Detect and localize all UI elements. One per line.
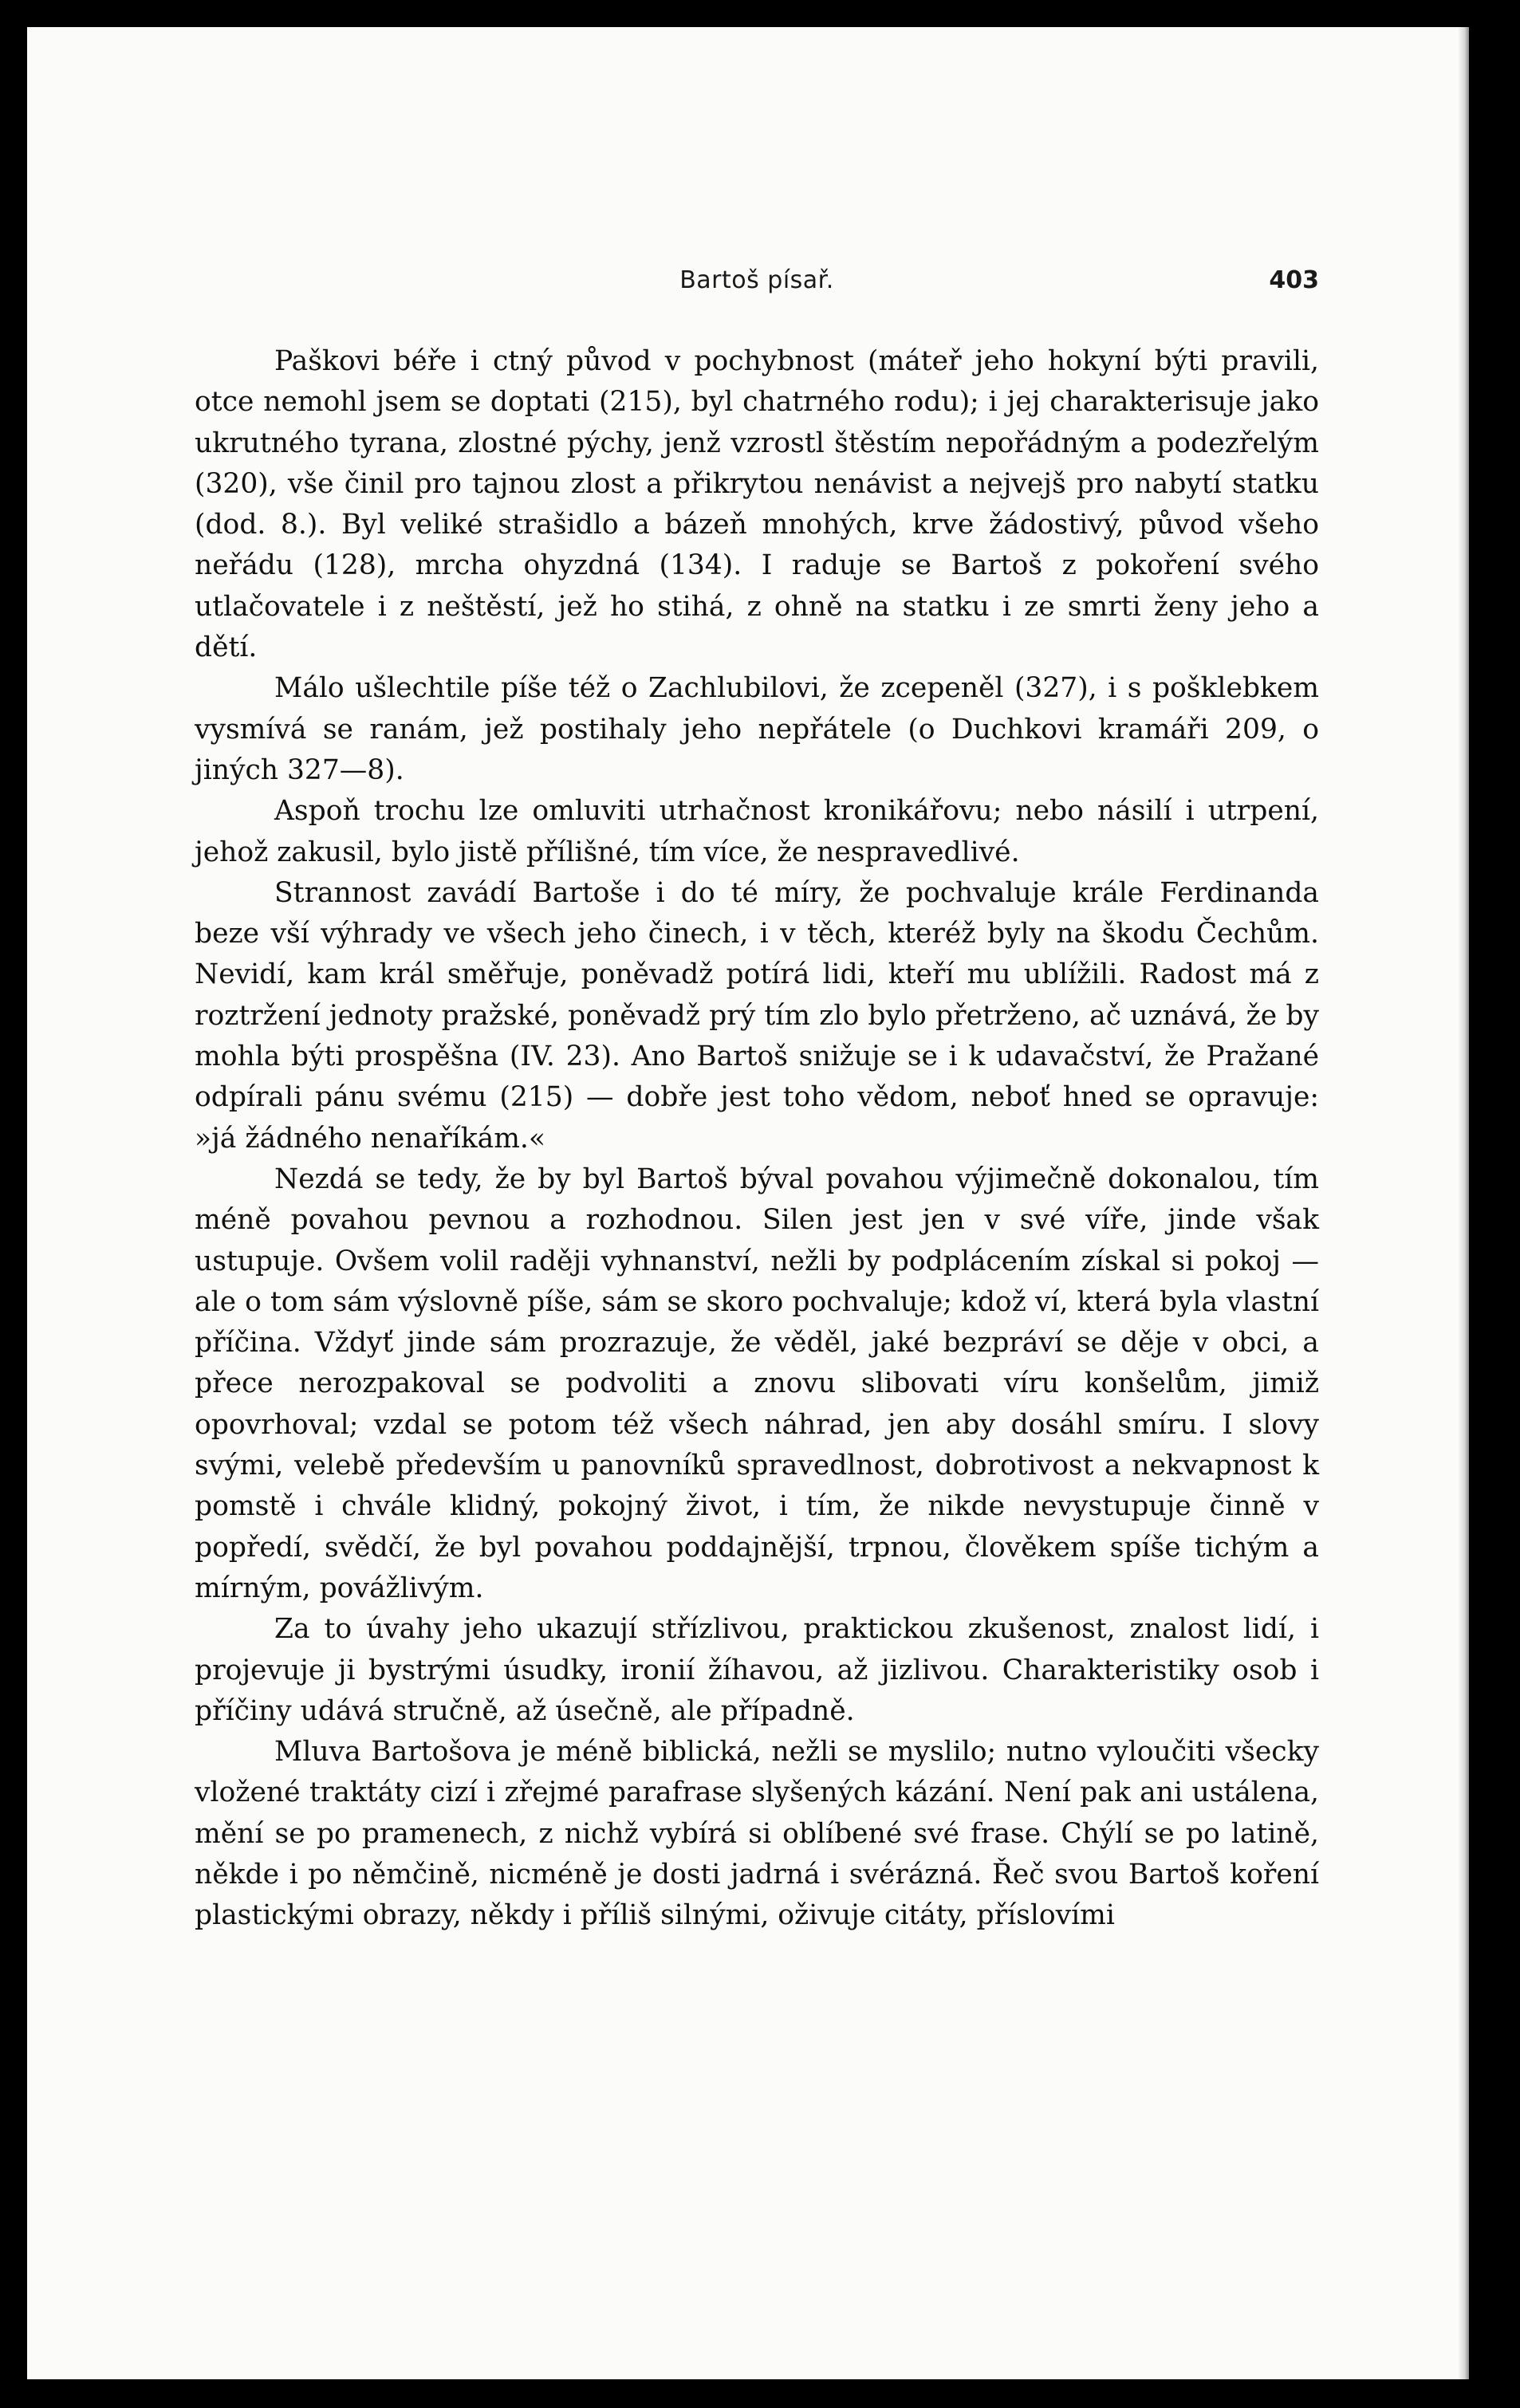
paragraph: Paškovi béře i ctný původ v pochybnost (máteř jeho hokyní býti pravili, otce nemohl jsem se doptati (215), byl chatrného rodu); i jej charakterisuje jako ukrutného tyrana, zlostné pýchy, jenž vzrostl štěstím nepořádným a podezřelým (320), vše činil pro tajnou zlost a přikrytou nenávist a nejvejš pro nabytí statku (dod. 8.). Byl veliké strašidlo a bázeň mnohých, krve žádostivý, původ všeho neřádu (128), mrcha ohyzdná (134). I raduje se Bartoš z pokoření svého utlačovatele i z neštěstí, jež ho stihá, z ohně na statku i ze smrti ženy jeho a dětí. [195, 345, 1319, 664]
page-number: 403 [1269, 266, 1319, 294]
body-text [195, 341, 1319, 1937]
running-title: Bartoš písař. [679, 266, 834, 294]
book-page [27, 27, 1469, 2379]
paragraph: Aspoň trochu lze omluviti utrhačnost kronikářovu; nebo násilí i utrpení, jehož zakusil, bylo jistě přílišné, tím více, že nespravedlivé. [195, 795, 1319, 868]
paragraph: Nezdá se tedy, že by byl Bartoš býval povahou výjimečně dokonalou, tím méně povahou pevnou a rozhodnou. Silen jest jen v své víře, jinde však ustupuje. Ovšem volil raději vyhnanství, nežli by podplácením získal si pokoj — ale o tom sám výslovně píše, sám se skoro pochvaluje; kdož ví, která byla vlastní příčina. Vždyť jinde sám prozrazuje, že věděl, jaké bezpráví se děje v obci, a přece nerozpakoval se podvoliti a znovu slibovati víru konšelům, jimiž opovrhoval; vzdal se potom též všech náhrad, jen aby dosáhl smíru. I slovy svými, velebě především u panovníků spravedlnost, dobrotivost a nekvapnost k pomstě i chvále klidný, pokojný život, i tím, že nikde nevystupuje činně v popředí, svědčí, že byl povahou poddajnější, trpnou, člověkem spíše tichým a mírným, povážlivým. [195, 1163, 1319, 1604]
paragraph: Mluva Bartošova je méně biblická, nežli se myslilo; nutno vyloučiti všecky vložené traktáty cizí i zřejmé parafrase slyšených kázání. Není pak ani ustálena, mění se po pramenech, z nichž vybírá si oblíbené své frase. Chýlí se po latině, někde i po němčině, nicméně je dosti jadrná i svérázná. Řeč svou Bartoš koření plastickými obrazy, někdy i příliš silnými, oživuje citáty, příslovími [195, 1736, 1319, 1932]
paragraph: Strannost zavádí Bartoše i do té míry, že pochvaluje krále Ferdinanda beze vší výhrady ve všech jeho činech, i v těch, kteréž byly na škodu Čechům. Nevidí, kam král směřuje, poněvadž potírá lidi, kteří mu ublížili. Radost má z roztržení jednoty pražské, poněvadž prý tím zlo bylo přetrženo, ač uznává, že by mohla býti prospěšna (IV. 23). Ano Bartoš snižuje se i k udavačství, že Pražané odpírali pánu svému (215) — dobře jest toho vědom, neboť hned se opravuje: »já žádného nenaříkám.« [195, 876, 1319, 1155]
page-header [195, 266, 1319, 306]
page-edge-shadow [1458, 27, 1469, 2379]
paragraph: Málo ušlechtile píše též o Zachlubilovi, že zcepeněl (327), i s pošklebkem vysmívá se ranám, jež postihaly jeho nepřátele (o Duchkovi kramáři 209, o jiných 327—8). [195, 672, 1319, 786]
paragraph: Za to úvahy jeho ukazují střízlivou, praktickou zkušenost, znalost lidí, i projevuje ji bystrými úsudky, ironií žíhavou, až jizlivou. Charakteristiky osob i příčiny udává stručně, až úsečně, ale případně. [195, 1613, 1319, 1727]
